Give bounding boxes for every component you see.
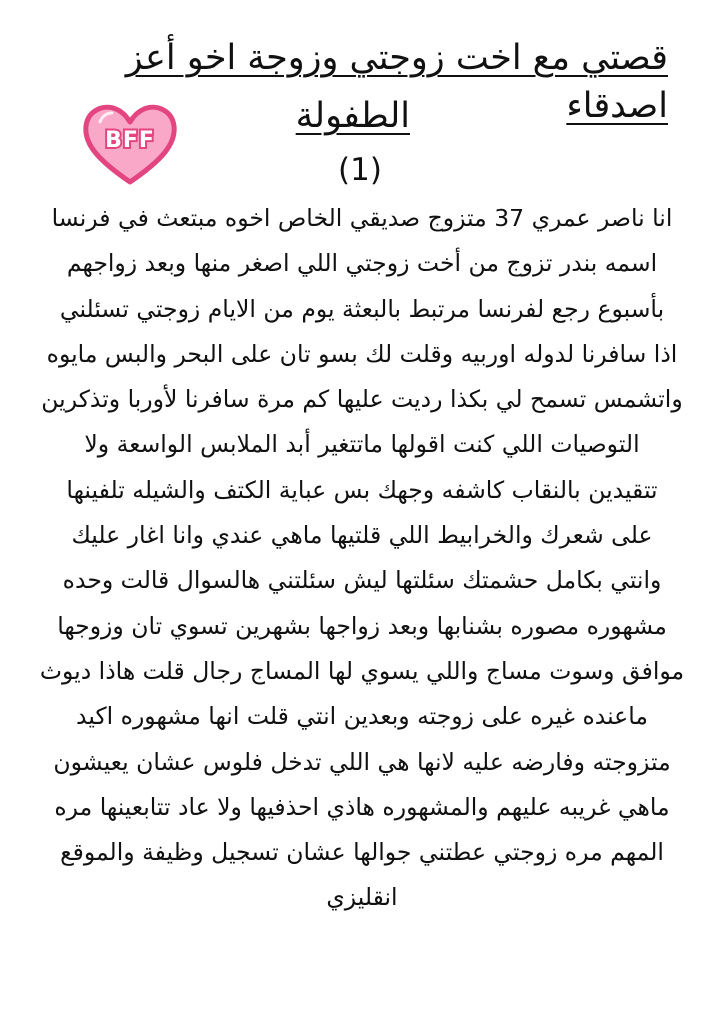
story-line: انا ناصر عمري 37 متزوج صديقي الخاص اخوه مبتعث في فرنسا <box>51 204 673 232</box>
story-title-continued <box>250 92 410 140</box>
story-line: واتشمس تسمح لي بكذا رديت عليها كم مرة سافرنا لأوربا وتذكرين <box>41 385 683 414</box>
story-line: وانتي بكامل حشمتك سئلتها ليش سئلتني هالسوال قالت وحده <box>62 566 662 595</box>
part-number: (1) <box>338 152 382 188</box>
story-line: اذا سافرنا لدوله اوربيه وقلت لك بسو تان على البحر والبس مايوه <box>46 339 678 368</box>
story-body <box>30 196 694 921</box>
story-line: ماعنده غيره على زوجته وبعدين انتي قلت انها مشهوره اكيد <box>76 702 648 731</box>
story-title-line-2: الطفولة <box>295 96 410 136</box>
story-line: موافق وسوت مساج واللي يسوي لها المساج رجال قلت هاذا ديوث <box>39 656 685 685</box>
story-line: المهم مره زوجتي عطتني جوالها عشان تسجيل وظيفة والموقع <box>60 838 664 867</box>
story-line: على شعرك والخرابيط اللي قلتيها ماهي عندي وانا اغار عليك <box>71 521 653 550</box>
story-line: تتقيدين بالنقاب كاشفه وجهك بس عباية الكتف والشيله تلفينها <box>66 475 658 504</box>
bff-text: BFF <box>105 128 155 153</box>
story-line: اسمه بندر تزوج من أخت زوجتي اللي اصغر منها وبعد زواجهم <box>66 249 658 278</box>
story-line: التوصيات اللي كنت اقولها ماتتغير أبد الملابس الواسعة ولا <box>84 430 640 459</box>
story-line: بأسبوع رجع لفرنسا مرتبط بالبعثة يوم من الايام زوجتي تسئلني <box>59 294 665 323</box>
story-line: متزوجته وفارضه عليه لانها هي اللي تدخل فلوس عشان يعيشون <box>53 747 671 776</box>
story-line: انقليزي <box>326 883 398 912</box>
story-title-line-1: قصتي مع اخت زوجتي وزوجة اخو أعز اصدقاء <box>125 38 668 126</box>
story-line: ماهي غريبه عليهم والمشهوره هاذي احذفيها ولا عاد تتابعينها مره <box>54 792 670 821</box>
bff-heart-sticker-icon <box>80 100 180 188</box>
story-line: مشهوره مصوره بشنابها وبعد زواجها بشهرين تسوي تان وزوجها <box>57 611 667 640</box>
